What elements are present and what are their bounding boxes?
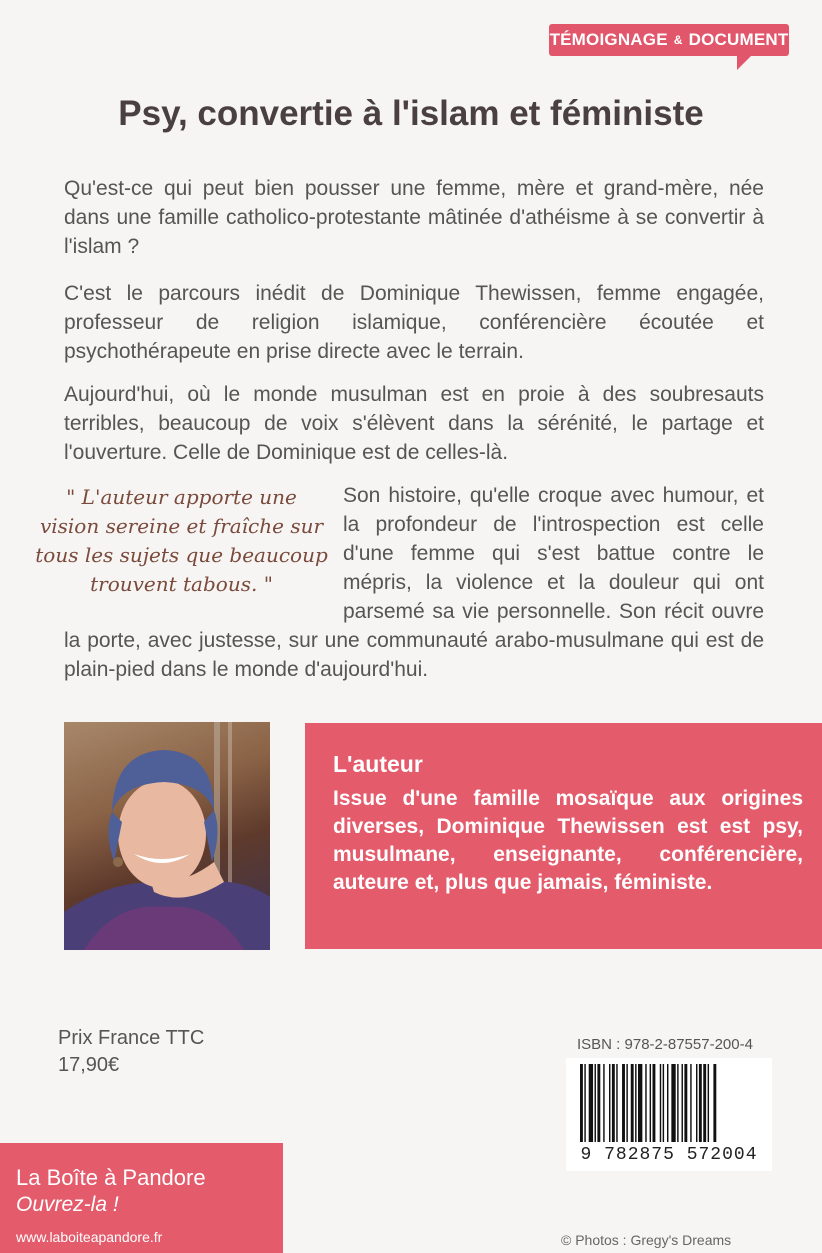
barcode-bar [682, 1064, 683, 1142]
paragraph-4: Son histoire, qu'elle croque avec humour, et la profondeur de l'introspection est celle d'une femme qui s'est battue contre le mépris, la violence et la douleur qui ont parsemé sa vie personnelle. Son récit ouvre la porte, avec justesse, sur une communauté arabo-musulmane qui est de plain-pied dans le monde d'aujourd'hui. [64, 484, 764, 681]
genre-word-2: DOCUMENT [688, 30, 789, 49]
barcode-bar [663, 1064, 664, 1142]
genre-tag [549, 24, 789, 56]
publisher-name: La Boîte à Pandore [16, 1165, 206, 1190]
author-heading: L'auteur [333, 751, 423, 777]
barcode-bar [696, 1064, 697, 1142]
barcode-bar [631, 1064, 634, 1142]
publisher-slogan: Ouvrez-la ! [16, 1193, 119, 1216]
barcode-bar [645, 1064, 646, 1142]
barcode-bar [580, 1064, 583, 1142]
barcode-bar [597, 1064, 600, 1142]
barcode-bar [626, 1064, 627, 1142]
publisher-block [0, 1143, 283, 1253]
barcode-bar [703, 1064, 706, 1142]
barcode-bar [660, 1064, 661, 1142]
barcode-bar [622, 1064, 625, 1142]
barcode-bar [584, 1064, 585, 1142]
barcode-bar [616, 1064, 617, 1142]
author-photo [64, 722, 270, 950]
paragraph-4-block [35, 481, 764, 684]
barcode-bar [650, 1064, 651, 1142]
barcode-bars [580, 1064, 758, 1142]
book-title: Psy, convertie à l'islam et féministe [118, 94, 704, 133]
pull-quote: " L'auteur apporte une vision sereine et fraîche sur tous les sujets que beaucoup trouvent tabous. " [35, 485, 328, 596]
genre-word-1: TÉMOIGNAGE [549, 30, 668, 49]
barcode-bar [603, 1064, 604, 1142]
paragraph-2: C'est le parcours inédit de Dominique Thewissen, femme engagée, professeur de religion islamique, conférencière écoutée et psychothérapeute en prise directe avec le terrain. [64, 282, 764, 363]
author-bio: Issue d'une famille mosaïque aux origines diverses, Dominique Thewissen est est psy, musulmane, enseignante, conférencière, auteure et, plus que jamais, féministe. [333, 787, 803, 894]
barcode-bar [635, 1064, 636, 1142]
barcode-bar [589, 1064, 593, 1142]
barcode-bar [684, 1064, 687, 1142]
barcode-bar [708, 1064, 709, 1142]
barcode-bar [713, 1064, 716, 1142]
price-label: Prix France TTC [58, 1027, 205, 1049]
barcode-number: 9 782875 572004 [580, 1145, 758, 1165]
paragraph-1: Qu'est-ce qui peut bien pousser une femme, mère et grand-mère, née dans une famille catholico-protestante mâtinée d'athéisme à se convertir à l'islam ? [64, 177, 764, 258]
photo-credits: © Photos : Gregy's Dreams [561, 1232, 732, 1248]
genre-ampersand: & [673, 33, 683, 47]
barcode-bar [699, 1064, 702, 1142]
barcode-bar [638, 1064, 642, 1142]
barcode-bar [677, 1064, 678, 1142]
author-panel [305, 723, 822, 949]
barcode-bar [612, 1064, 615, 1142]
barcode-bar [653, 1064, 656, 1142]
author-portrait-illustration [64, 722, 270, 950]
barcode-bar [667, 1064, 668, 1142]
isbn-text: ISBN : 978-2-87557-200-4 [577, 1036, 753, 1053]
barcode-bar [671, 1064, 675, 1142]
publisher-url[interactable]: www.laboiteapandore.fr [16, 1229, 163, 1245]
price-block [58, 1025, 204, 1079]
barcode-bar [609, 1064, 610, 1142]
barcode-bar [595, 1064, 596, 1142]
barcode-bar [690, 1064, 691, 1142]
price-value: 17,90€ [58, 1054, 120, 1076]
barcode [566, 1058, 772, 1171]
paragraph-3: Aujourd'hui, où le monde musulman est en proie à des soubresauts terribles, beaucoup de voix s'élèvent dans la sérénité, le partage et l'ouverture. Celle de Dominique est de celles-là. [64, 383, 764, 464]
